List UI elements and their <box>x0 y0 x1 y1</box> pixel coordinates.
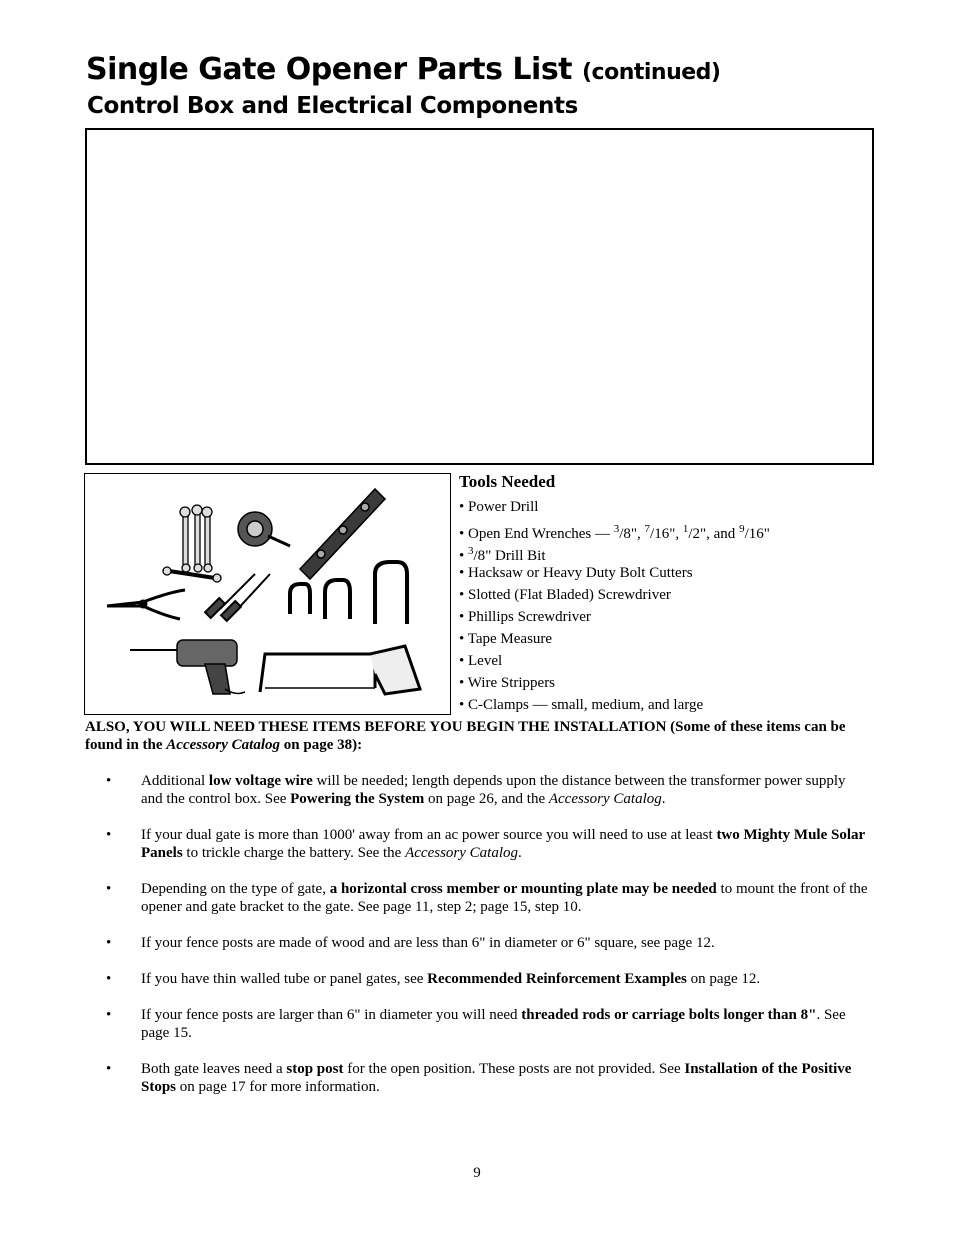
list-item: • If your dual gate is more than 1000' away from an ac power source you will need to use at least two Mighty Mule Solar Panels to trickle charge the battery. See the Accessory Catalog. <box>106 827 865 861</box>
list-item: • If your fence posts are made of wood and are less than 6" in diameter or 6" square, see page 12. <box>106 935 715 951</box>
page-number: 9 <box>473 1165 481 1181</box>
tool-tape-measure: • Tape Measure <box>459 631 553 647</box>
wrenches-icon <box>163 505 221 582</box>
list-item: • If you have thin walled tube or panel gates, see Recommended Reinforcement Examples on page 12. <box>106 971 761 987</box>
tool-phillips-screwdriver: • Phillips Screwdriver <box>459 609 591 625</box>
tool-level: • Level <box>459 653 503 669</box>
list-item: • If your fence posts are larger than 6" in diameter you will need threaded rods or carriage bolts longer than 8". See page 15. <box>106 1007 846 1041</box>
requirements-list <box>85 772 870 1114</box>
title-continued: (continued) <box>581 60 721 85</box>
tool-hacksaw: • Hacksaw or Heavy Duty Bolt Cutters <box>459 565 693 581</box>
tools-illustration <box>84 473 451 715</box>
list-item: • Both gate leaves need a stop post for the open position. These posts are not provided. See Installation of the Positive Stops on page 17 for more information. <box>106 1061 852 1095</box>
hacksaw-icon <box>260 646 420 694</box>
tools-drawing <box>85 474 450 714</box>
pliers-icon <box>107 590 185 619</box>
tool-slotted-screwdriver: • Slotted (Flat Bladed) Screwdriver <box>459 587 671 603</box>
tool-c-clamps: • C-Clamps — small, medium, and large <box>459 697 704 713</box>
list-item: • Additional low voltage wire will be needed; length depends upon the distance between the transformer power supply and the control box. See Powering the System on page 26, and the Accessory Catalog. <box>106 773 846 807</box>
also-needed-intro: ALSO, YOU WILL NEED THESE ITEMS BEFORE YOU BEGIN THE INSTALLATION (Some of these items can be found in the Accessory Catalog on page 38): <box>85 719 846 753</box>
tool-drill-bit: • $^3$/8" Drill Bit <box>459 545 546 564</box>
tool-wire-strippers: • Wire Strippers <box>459 675 556 691</box>
tool-wrenches: • Open End Wrenches — $^3$/8", $^7$/16", $^1$/2", and $^9$/16" <box>459 523 770 542</box>
level-icon <box>300 489 385 579</box>
tape-measure-icon <box>238 512 290 546</box>
title-main: Single Gate Opener Parts List <box>86 52 573 87</box>
page-title <box>86 52 720 87</box>
drill-icon <box>130 640 245 694</box>
tools-heading: Tools Needed <box>459 472 556 491</box>
tool-power-drill: • Power Drill <box>459 499 539 515</box>
list-item: • Depending on the type of gate, a horizontal cross member or mounting plate may be needed to mount the front of the opener and gate bracket to the gate. See page 11, step 2; page 15, step 10. <box>106 881 868 915</box>
tools-needed-list <box>459 472 859 716</box>
parts-illustration-box <box>85 128 874 465</box>
section-subtitle: Control Box and Electrical Components <box>87 93 578 119</box>
